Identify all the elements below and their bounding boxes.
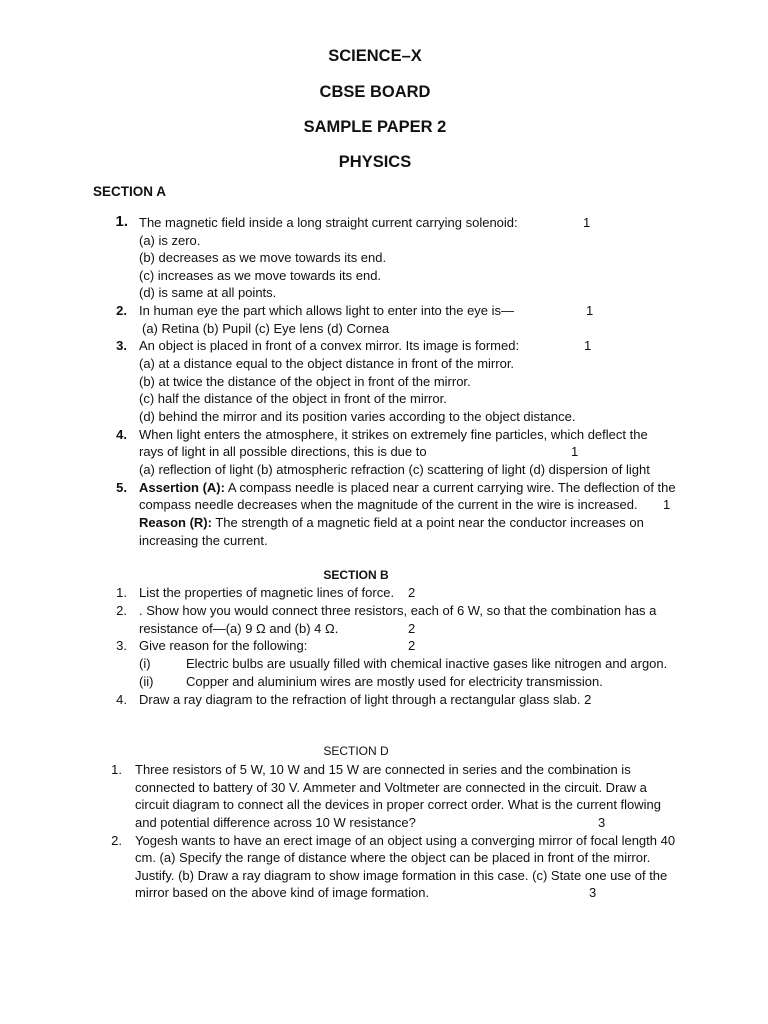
question-text: rays of light in all possible directions, this is due to <box>139 444 427 459</box>
sub-question-text: Electric bulbs are usually filled with chemical inactive gases like nitrogen and argon. <box>186 656 668 671</box>
question-marks: 2 <box>408 638 416 653</box>
question-marks: 1 <box>583 215 591 230</box>
question-marks: 2 <box>408 585 416 600</box>
question-text: Three resistors of 5 W, 10 W and 15 W are connected in series and the combination is <box>135 762 631 777</box>
question-text: mirror based on the above kind of image formation. <box>135 885 430 900</box>
option-line: (c) increases as we move towards its end. <box>139 268 382 283</box>
board-title: CBSE BOARD <box>319 83 431 101</box>
assertion-line <box>139 479 676 496</box>
option-line: (b) at twice the distance of the object in front of the mirror. <box>139 374 471 389</box>
option-line: (c) half the distance of the object in front of the mirror. <box>139 391 447 406</box>
question-text: The magnetic field inside a long straight current carrying solenoid: <box>139 215 518 230</box>
question-number: 3. <box>116 338 127 353</box>
section-b-heading: SECTION B <box>323 568 389 582</box>
option-line: (a) is zero. <box>139 233 201 248</box>
question-text: An object is placed in front of a convex mirror. Its image is formed: <box>139 338 520 353</box>
question-text: and potential difference across 10 W resistance? <box>135 815 416 830</box>
reason-label: Reason (R): <box>139 515 212 530</box>
option-line: (a) Retina (b) Pupil (c) Eye lens (d) Cornea <box>142 321 390 336</box>
question-text: circuit diagram to connect all the devices in proper correct order. What is the current flowing <box>135 797 662 812</box>
option-line: (b) decreases as we move towards its end. <box>139 250 387 265</box>
option-line: (a) at a distance equal to the object distance in front of the mirror. <box>139 356 515 371</box>
question-number: 4. <box>116 427 127 442</box>
paper-title: SAMPLE PAPER 2 <box>303 118 447 136</box>
question-text: cm. (a) Specify the range of distance where the object can be placed in front of the mirror. <box>135 850 651 865</box>
question-text: Yogesh wants to have an erect image of an object using a converging mirror of focal length 40 <box>135 833 676 848</box>
section-a-heading: SECTION A <box>93 184 167 199</box>
question-text: Give reason for the following: <box>139 638 308 653</box>
question-number: 2. <box>116 303 127 318</box>
sub-question-text: Copper and aluminium wires are mostly used for electricity transmission. <box>186 674 603 689</box>
question-text: resistance of—(a) 9 Ω and (b) 4 Ω. <box>139 621 339 636</box>
question-marks: 1 <box>586 303 594 318</box>
reason-text: The strength of a magnetic field at a point near the conductor increases on <box>211 515 644 530</box>
question-marks: 1 <box>571 444 579 459</box>
question-number: 1. <box>111 762 122 777</box>
question-text: . Show how you would connect three resistors, each of 6 W, so that the combination has a <box>139 603 657 618</box>
question-text: List the properties of magnetic lines of force. <box>139 585 395 600</box>
section-d-heading: SECTION D <box>323 744 389 758</box>
assertion-label: Assertion (A): <box>139 480 225 495</box>
stream-title: PHYSICS <box>338 153 412 171</box>
question-marks: 1 <box>584 338 592 353</box>
question-number: 2. <box>116 603 127 618</box>
sub-question-label: (i) <box>139 656 151 671</box>
question-text: connected to battery of 30 V. Ammeter and Voltmeter are connected in the circuit. Draw a <box>135 780 647 795</box>
question-number: 3. <box>116 638 127 653</box>
question-text: Justify. (b) Draw a ray diagram to show image formation in this case. (c) State one use of the <box>135 868 668 883</box>
question-marks: 3 <box>598 815 606 830</box>
option-line: (d) behind the mirror and its position varies according to the object distance. <box>139 409 576 424</box>
question-number: 2. <box>111 833 122 848</box>
reason-text: increasing the current. <box>139 533 268 548</box>
question-marks: 2 <box>408 621 416 636</box>
option-line: (d) is same at all points. <box>139 285 277 300</box>
option-line: (a) reflection of light (b) atmospheric refraction (c) scattering of light (d) dispersion of light <box>139 462 650 477</box>
question-number: 1. <box>115 213 128 230</box>
question-text: In human eye the part which allows light to enter into the eye is— <box>139 303 515 318</box>
question-marks: 1 <box>663 497 671 512</box>
question-text: Draw a ray diagram to the refraction of light through a rectangular glass slab. 2 <box>139 692 592 707</box>
question-number: 5. <box>116 480 127 495</box>
question-marks: 3 <box>589 885 597 900</box>
subject-title: SCIENCE–X <box>328 47 422 65</box>
reason-line <box>139 514 644 531</box>
assertion-text: compass needle decreases when the magnitude of the current in the wire is increased. <box>139 497 638 512</box>
question-number: 1. <box>116 585 127 600</box>
sub-question-label: (ii) <box>139 674 154 689</box>
assertion-text: A compass needle is placed near a current carrying wire. The deflection of the <box>224 480 676 495</box>
question-text: When light enters the atmosphere, it strikes on extremely fine particles, which deflect the <box>139 427 648 442</box>
question-number: 4. <box>116 692 127 707</box>
